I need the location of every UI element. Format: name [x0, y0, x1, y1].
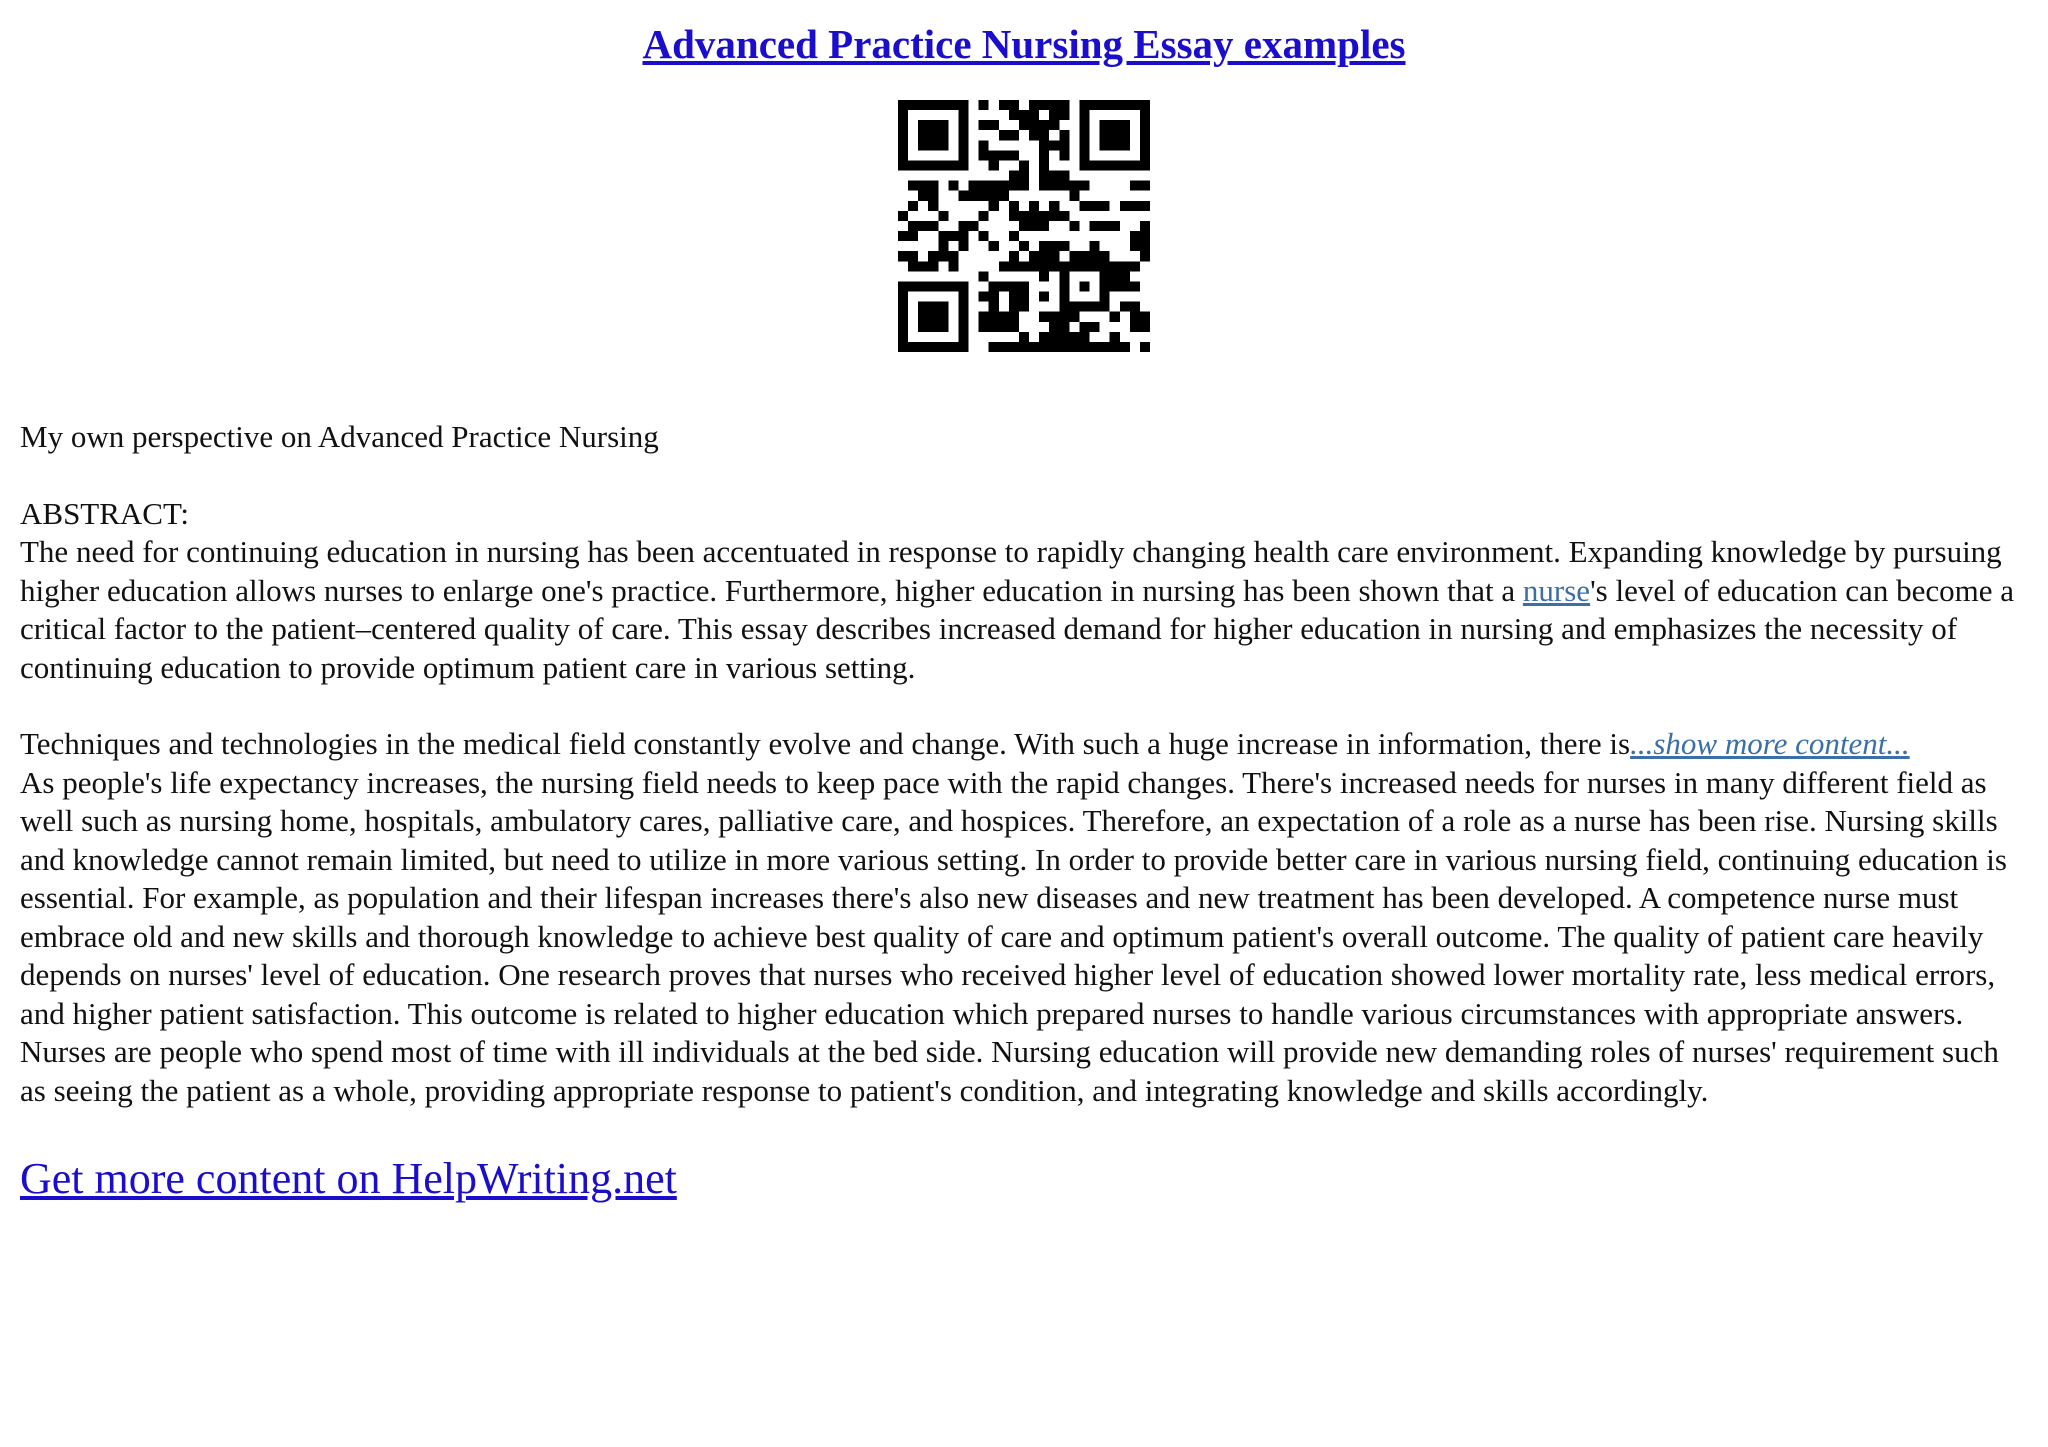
- abstract-label: ABSTRACT:: [20, 495, 189, 531]
- qr-code-icon: [20, 100, 2028, 352]
- abstract-text-before: The need for continuing education in nursing has been accentuated in response to rapidly changing health care environment. Expanding knowledge by pursuing higher education allows nurses to enlarge one's practice. Furthermore, higher education in nursing has been shown that a: [20, 534, 2002, 608]
- abstract-paragraph: [20, 533, 2028, 687]
- page-title: [20, 20, 2028, 68]
- nurse-link[interactable]: nurse: [1522, 572, 1591, 608]
- show-more-link[interactable]: ...show more content...: [1630, 726, 1910, 761]
- essay-heading: My own perspective on Advanced Practice Nursing: [20, 419, 659, 454]
- main-paragraph: [20, 725, 2028, 1110]
- title-link[interactable]: Advanced Practice Nursing Essay examples: [642, 21, 1406, 67]
- footer: [20, 1153, 2028, 1205]
- abstract-text-after: 's level of education can become a critical factor to the patient–centered quality of care. This essay describes increased demand for higher education in nursing and emphasizes the necessity of continuing education to provide optimum patient care in various setting.: [20, 572, 2014, 685]
- qr-code-graphic: [898, 100, 1150, 352]
- main-intro-text: Techniques and technologies in the medical field constantly evolve and change. With such a huge increase in information, there is: [20, 726, 1631, 761]
- main-continuation-text: As people's life expectancy increases, the nursing field needs to keep pace with the rapid changes. There's increased needs for nurses in many different field as well such as nursing home, hospitals, ambulatory cares, palliative care, and hospices. Therefore, an expectation of a role as a nurse has been rise. Nursing skills and knowledge cannot remain limited, but need to utilize in more various setting. In order to provide better care in various nursing field, continuing education is essential. For example, as population and their lifespan increases there's also new diseases and new treatment has been developed. A competence nurse must embrace old and new skills and thorough knowledge to achieve best quality of care and optimum patient's overall outcome. The quality of patient care heavily depends on nurses' level of education. One research proves that nurses who received higher level of education showed lower mortality rate, less medical errors, and higher patient satisfaction. This outcome is related to higher education which prepared nurses to handle various circumstances with appropriate answers. Nurses are people who spend most of time with ill individuals at the bed side. Nursing education will provide new demanding roles of nurses' requirement such as seeing the patient as a whole, providing appropriate response to patient's condition, and integrating knowledge and skills accordingly.: [20, 764, 2007, 1108]
- document-page: [20, 0, 2028, 1205]
- get-more-content-link[interactable]: Get more content on HelpWriting.net: [20, 1154, 677, 1203]
